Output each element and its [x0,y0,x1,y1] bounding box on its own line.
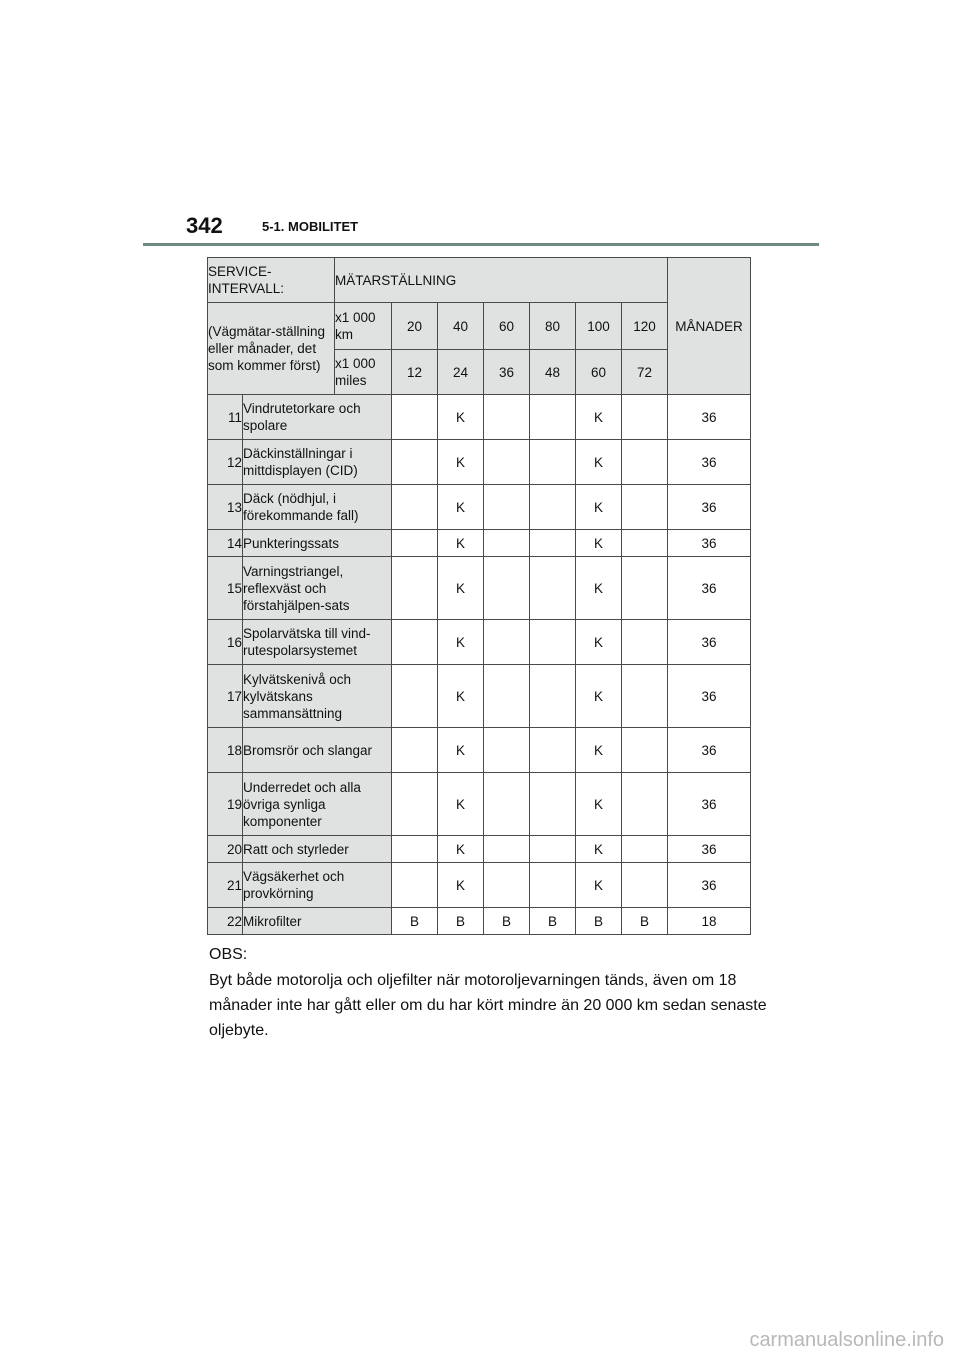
row-cell [392,557,438,620]
row-number: 17 [208,665,243,728]
row-months: 36 [668,395,751,440]
row-cell [392,728,438,773]
row-cell [392,620,438,665]
row-cell: K [576,557,622,620]
table-row [208,773,751,836]
row-item: Vägsäkerhet och provkörning [243,863,392,908]
row-cell: K [438,728,484,773]
row-cell: K [438,620,484,665]
row-cell [392,836,438,863]
row-cell: K [576,485,622,530]
row-cell: K [438,773,484,836]
row-cell [622,665,668,728]
row-cell [530,395,576,440]
row-cell [392,863,438,908]
row-cell: K [576,773,622,836]
row-cell [484,773,530,836]
row-cell: K [576,836,622,863]
row-number: 14 [208,530,243,557]
row-months: 36 [668,485,751,530]
row-cell [530,440,576,485]
row-cell [392,440,438,485]
row-cell: K [576,620,622,665]
row-cell [622,620,668,665]
row-cell [530,485,576,530]
row-cell: K [438,557,484,620]
row-cell [622,485,668,530]
row-months: 36 [668,773,751,836]
table-row [208,836,751,863]
header-service-interval: SERVICE-INTERVALL: [208,258,335,303]
row-cell [484,620,530,665]
row-cell [622,440,668,485]
row-number: 22 [208,908,243,935]
row-number: 11 [208,395,243,440]
mile-value: 48 [530,350,576,395]
header-months: MÅNADER [668,258,751,395]
row-item: Varningstriangel, reflexväst och förstahjälpen-sats [243,557,392,620]
row-months: 36 [668,728,751,773]
row-item: Däck (nödhjul, i förekommande fall) [243,485,392,530]
table-row [208,728,751,773]
row-cell [530,863,576,908]
row-cell: K [576,395,622,440]
row-cell: K [438,395,484,440]
row-cell [484,557,530,620]
row-cell: K [576,665,622,728]
row-cell [530,530,576,557]
mile-value: 24 [438,350,484,395]
km-value: 120 [622,303,668,350]
row-cell [484,863,530,908]
unit-miles: x1 000 miles [335,350,392,395]
row-item: Mikrofilter [243,908,392,935]
row-cell: K [438,530,484,557]
row-cell: K [438,665,484,728]
row-cell [622,863,668,908]
row-cell [484,530,530,557]
section-title: 5-1. MOBILITET [262,219,359,234]
row-months: 36 [668,836,751,863]
row-cell: B [438,908,484,935]
unit-km: x1 000 km [335,303,392,350]
km-value: 60 [484,303,530,350]
table-row [208,485,751,530]
table-row [208,395,751,440]
row-cell [622,395,668,440]
table-row [208,908,751,935]
row-cell [530,557,576,620]
row-cell [484,836,530,863]
km-value: 40 [438,303,484,350]
row-number: 19 [208,773,243,836]
row-number: 20 [208,836,243,863]
row-cell: K [438,836,484,863]
row-cell [622,836,668,863]
row-cell [530,773,576,836]
row-item: Underredet och alla övriga synliga komponenter [243,773,392,836]
row-months: 36 [668,530,751,557]
row-cell [392,665,438,728]
row-cell [484,728,530,773]
row-cell [484,485,530,530]
row-cell: K [576,530,622,557]
km-value: 100 [576,303,622,350]
row-cell [484,665,530,728]
row-cell: B [576,908,622,935]
table-row [208,557,751,620]
row-cell [392,395,438,440]
header-interval-note: (Vägmätar-ställning eller månader, det som kommer först) [208,303,335,395]
row-cell: K [576,440,622,485]
row-item: Kylvätskenivå och kylvätskans sammansättning [243,665,392,728]
watermark: carmanualsonline.info [749,1329,944,1351]
row-cell: B [484,908,530,935]
mile-value: 60 [576,350,622,395]
row-cell: K [576,863,622,908]
row-number: 16 [208,620,243,665]
row-months: 36 [668,863,751,908]
row-cell [392,530,438,557]
mile-value: 36 [484,350,530,395]
row-months: 36 [668,665,751,728]
row-item: Spolarvätska till vind-rutespolarsystemet [243,620,392,665]
table-row [208,530,751,557]
mile-value: 72 [622,350,668,395]
row-item: Vindrutetorkare och spolare [243,395,392,440]
row-months: 36 [668,440,751,485]
page-number: 342 [186,213,223,238]
table-row [208,665,751,728]
row-cell [622,773,668,836]
row-cell [530,665,576,728]
row-cell [622,557,668,620]
table-row [208,440,751,485]
note-label: OBS: [209,946,248,963]
header-odometer: MÄTARSTÄLLNING [335,258,668,303]
row-cell [622,530,668,557]
row-item: Ratt och styrleder [243,836,392,863]
row-cell: B [392,908,438,935]
row-number: 13 [208,485,243,530]
row-cell [530,728,576,773]
row-cell: B [622,908,668,935]
row-number: 15 [208,557,243,620]
row-cell [392,773,438,836]
row-cell: K [576,728,622,773]
row-cell [622,728,668,773]
row-number: 18 [208,728,243,773]
mile-value: 12 [392,350,438,395]
table-row [208,863,751,908]
row-months: 18 [668,908,751,935]
row-cell: K [438,440,484,485]
row-number: 21 [208,863,243,908]
row-cell: K [438,863,484,908]
row-item: Punkteringssats [243,530,392,557]
row-months: 36 [668,620,751,665]
km-value: 80 [530,303,576,350]
maintenance-schedule-table [207,257,751,935]
header-divider [143,243,819,246]
row-months: 36 [668,557,751,620]
row-item: Däckinställningar i mittdisplayen (CID) [243,440,392,485]
row-cell [392,485,438,530]
note-text: Byt både motorolja och oljefilter när motoroljevarningen tänds, även om 18 månader inte har gått eller om du har kört mindre än 20 000 km sedan senaste oljebyte. [209,972,767,1039]
row-cell [484,395,530,440]
row-cell [530,620,576,665]
row-cell: B [530,908,576,935]
table-row [208,620,751,665]
row-cell: K [438,485,484,530]
km-value: 20 [392,303,438,350]
row-cell [484,440,530,485]
row-item: Bromsrör och slangar [243,728,392,773]
row-cell [530,836,576,863]
row-number: 12 [208,440,243,485]
